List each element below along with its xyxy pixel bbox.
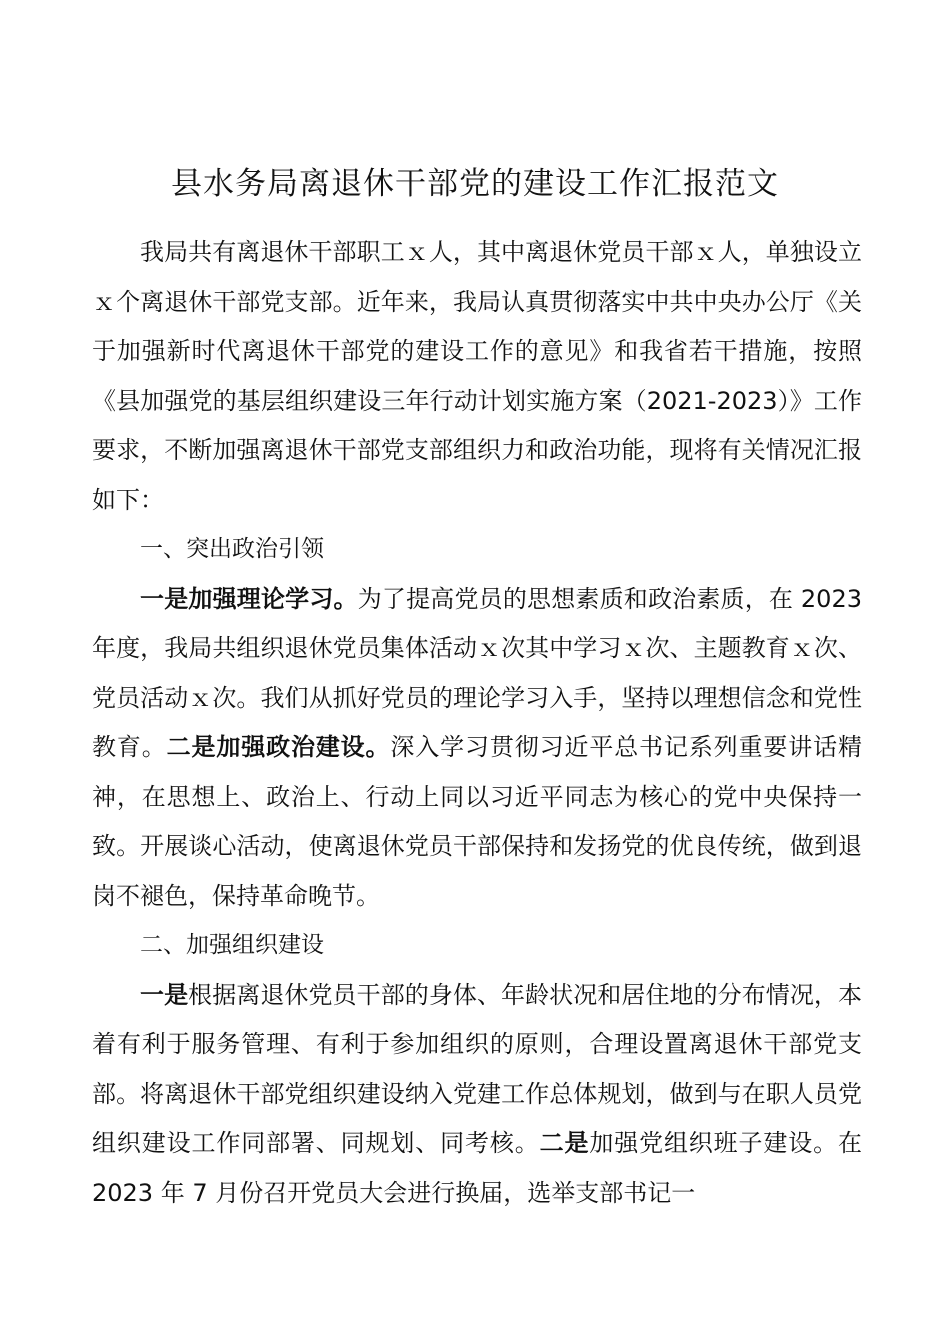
intro-paragraph: 我局共有离退休干部职工ｘ人，其中离退休党员干部ｘ人，单独设立ｘ个离退休干部党支部。近年来，我局认真贯彻落实中共中央办公厅《关于加强新时代离退休干部党的建设工作的意见》和我省若干措施，按照《县加强党的基层组织建设三年行动计划实施方案（2021-2023）》工作要求，不断加强离退休干部党支部组织力和政治功能，现将有关情况汇报如下： — [92, 238, 862, 514]
section-1-paragraph — [92, 575, 862, 922]
document-title: 县水务局离退休干部党的建设工作汇报范文 — [171, 166, 779, 202]
section-1-point-1-text: 为了提高党员的思想素质和政治素质，在 2023 年度，我局共组织退休党员集体活动ｘ次其中学习ｘ次、主题教育ｘ次、党员活动ｘ次。我们从抓好党员的理论学习入手，坚持以理想信念和党性教育。 — [92, 584, 862, 761]
section-2-point-2-label: 二是 — [539, 1129, 590, 1157]
document-body — [92, 228, 862, 1218]
section-2-point-2-text: 加强党组织班子建设。在 2023 年 7 月份召开党员大会进行换届，选举支部书记一 — [92, 1129, 863, 1207]
section-2-point-1-label: 一是 — [140, 980, 189, 1009]
section-1-point-2-label: 二是加强政治建设。 — [166, 733, 391, 761]
section-1-point-2-text: 深入学习贯彻习近平总书记系列重要讲话精神，在思想上、政治上、行动上同以习近平同志为核心的党中央保持一致。开展谈心活动，使离退休党员干部保持和发扬党的优良传统，做到退岗不褪色，保持革命晚节。 — [92, 733, 863, 910]
section-2-paragraph — [92, 971, 862, 1219]
section-2-point-1-text: 根据离退休党员干部的身体、年龄状况和居住地的分布情况，本着有利于服务管理、有利于参加组织的原则，合理设置离退休干部党支部。将离退休干部党组织建设纳入党建工作总体规划，做到与在职人员党组织建设工作同部署、同规划、同考核。 — [92, 980, 863, 1157]
section-1-heading: 一、突出政治引领 — [140, 536, 324, 562]
section-2-heading: 二、加强组织建设 — [140, 932, 324, 958]
section-1-point-1-label: 一是加强理论学习。 — [140, 584, 358, 613]
